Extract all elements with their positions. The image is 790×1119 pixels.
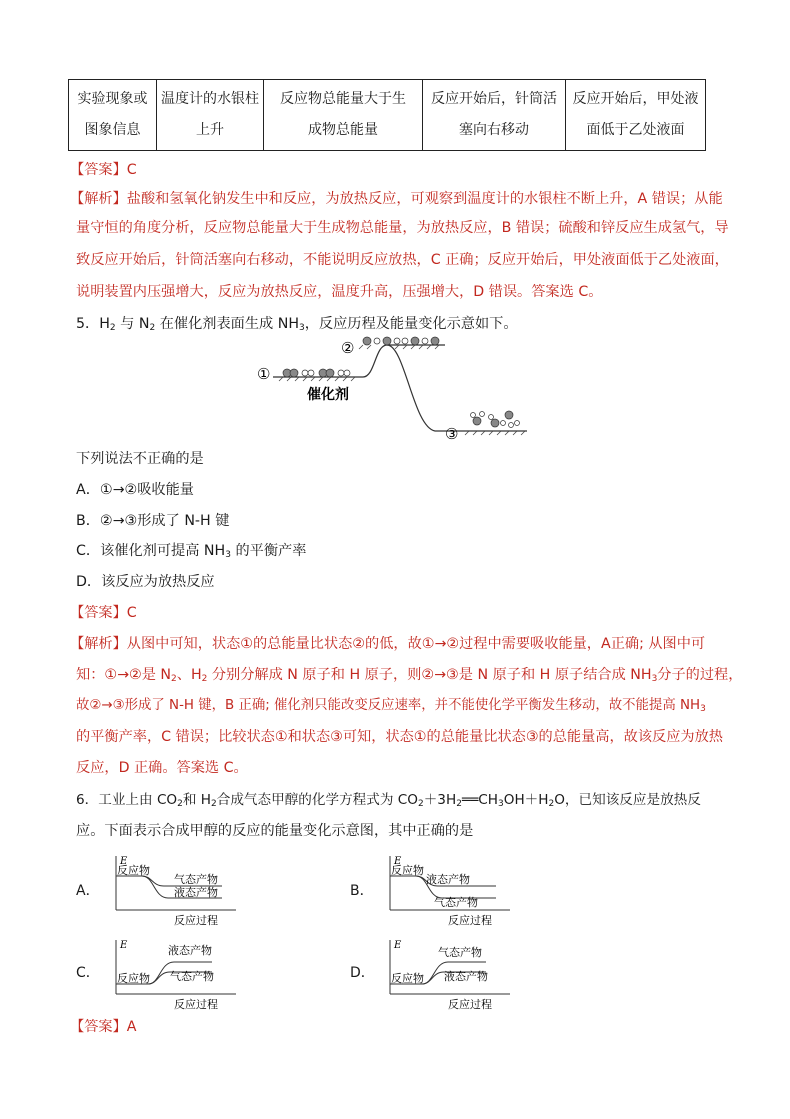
svg-text:气态产物: 气态产物	[434, 896, 478, 909]
svg-text:反应物: 反应物	[391, 972, 424, 985]
state-2-label: ②	[341, 339, 355, 357]
svg-text:气态产物: 气态产物	[170, 970, 214, 983]
svg-text:E: E	[120, 856, 128, 867]
q5-analysis-line: 反应，D 正确。答案选 C。	[76, 760, 248, 776]
q6-chart-a	[112, 852, 242, 928]
q5-answer: 【答案】C	[70, 605, 137, 621]
q4-analysis-line: 说明装置内压强增大，反应为放热反应，温度升高，压强增大，D 错误。答案选 C。	[76, 284, 603, 300]
svg-text:液态产物: 液态产物	[426, 873, 470, 886]
svg-text:气态产物: 气态产物	[438, 946, 482, 959]
q5-question: 下列说法不正确的是	[76, 451, 204, 467]
q6-option-d-label: D．	[350, 965, 375, 981]
catalyst-label: 催化剂	[307, 387, 349, 403]
q5-stem: 5．$H_2$ 与 $N_2$ 在催化剂表面生成 $NH_3$，反应历程及能量变化示意如下。	[76, 316, 518, 333]
q4-analysis-line: 致反应开始后，针筒活塞向右移动，不能说明反应放热，C 正确；反应开始后，甲处液面低于乙处液面，	[76, 252, 729, 268]
svg-text:液态产物: 液态产物	[168, 944, 212, 957]
q5-option-c: C．该催化剂可提高 $NH_3$ 的平衡产率	[76, 543, 307, 560]
svg-text:E: E	[394, 940, 402, 951]
svg-text:反应物: 反应物	[391, 864, 424, 877]
q6-chart-c	[112, 936, 242, 1012]
reaction-energy-figure	[255, 335, 535, 440]
svg-text:反应物: 反应物	[117, 864, 150, 877]
q5-analysis-line: 故②→③形成了 N-H 键，B 正确; 催化剂只能改变反应速率，并不能使化学平衡发生移动，故不能提高 $NH_3$	[76, 698, 706, 714]
svg-text:反应过程: 反应过程	[448, 998, 492, 1011]
q6-stem: 6．工业上由 $CO_2$和 $H_2$合成气态甲醇的化学方程式为 $CO_2+3H_2══CH_3OH+H_2O$，已知该反应是放热反	[76, 792, 701, 809]
q6-answer: 【答案】A	[70, 1019, 137, 1035]
q4-answer: 【答案】C	[70, 162, 137, 178]
svg-text:液态产物: 液态产物	[174, 886, 218, 899]
svg-text:反应过程: 反应过程	[448, 914, 492, 927]
q5-option-d: D．该反应为放热反应	[76, 574, 215, 590]
table-cell-c: 反应开始后，针筒活 塞向右移动	[423, 80, 566, 151]
observation-table	[68, 79, 706, 151]
q5-analysis-line: 的平衡产率，C 错误；比较状态①和状态③可知，状态①的总能量比状态③的总能量高，故该反应为放热	[76, 729, 723, 745]
svg-text:反应过程: 反应过程	[174, 914, 218, 927]
q4-analysis-line: 【解析】盐酸和氢氧化钠发生中和反应，为放热反应，可观察到温度计的水银柱不断上升，A 错误；从能	[70, 191, 723, 207]
state-3-label: ③	[445, 425, 459, 440]
q5-analysis-line: 【解析】从图中可知，状态①的总能量比状态②的低，故①→②过程中需要吸收能量，A正确; 从图中可	[70, 636, 706, 652]
q4-analysis-line: 量守恒的角度分析，反应物总能量大于生成物总能量，为放热反应，B 错误；硫酸和锌反应生成氢气，导	[76, 220, 729, 236]
svg-text:E: E	[394, 856, 402, 867]
q5-analysis-line: 知：①→②是 $N_2$、$H_2$ 分别分解成 N 原子和 H 原子，则②→③是 N 原子和 H 原子结合成 $NH_3$分子的过程，	[76, 667, 743, 684]
svg-text:反应过程: 反应过程	[174, 998, 218, 1011]
table-cell-b: 反应物总能量大于生 成物总能量	[264, 80, 423, 151]
q6-chart-b	[386, 852, 516, 928]
table-cell-a: 温度计的水银柱 上升	[157, 80, 264, 151]
table-row	[69, 80, 706, 151]
svg-text:液态产物: 液态产物	[444, 970, 488, 983]
state-1-label: ①	[257, 365, 271, 383]
q6-stem-line2: 应。下面表示合成甲醇的反应的能量变化示意图，其中正确的是	[76, 823, 474, 839]
table-cell-d: 反应开始后，甲处液 面低于乙处液面	[566, 80, 706, 151]
q5-option-b: B．②→③形成了 N-H 键	[76, 513, 230, 529]
q6-option-a-label: A．	[76, 883, 100, 899]
q6-option-b-label: B．	[350, 883, 374, 899]
table-cell-header: 实验现象或 图象信息	[69, 80, 157, 151]
svg-text:气态产物: 气态产物	[174, 873, 218, 886]
q6-option-c-label: C．	[76, 965, 100, 981]
svg-text:E: E	[120, 940, 128, 951]
q6-chart-d	[386, 936, 516, 1012]
svg-text:反应物: 反应物	[117, 972, 150, 985]
q5-option-a: A．①→②吸收能量	[76, 482, 194, 498]
